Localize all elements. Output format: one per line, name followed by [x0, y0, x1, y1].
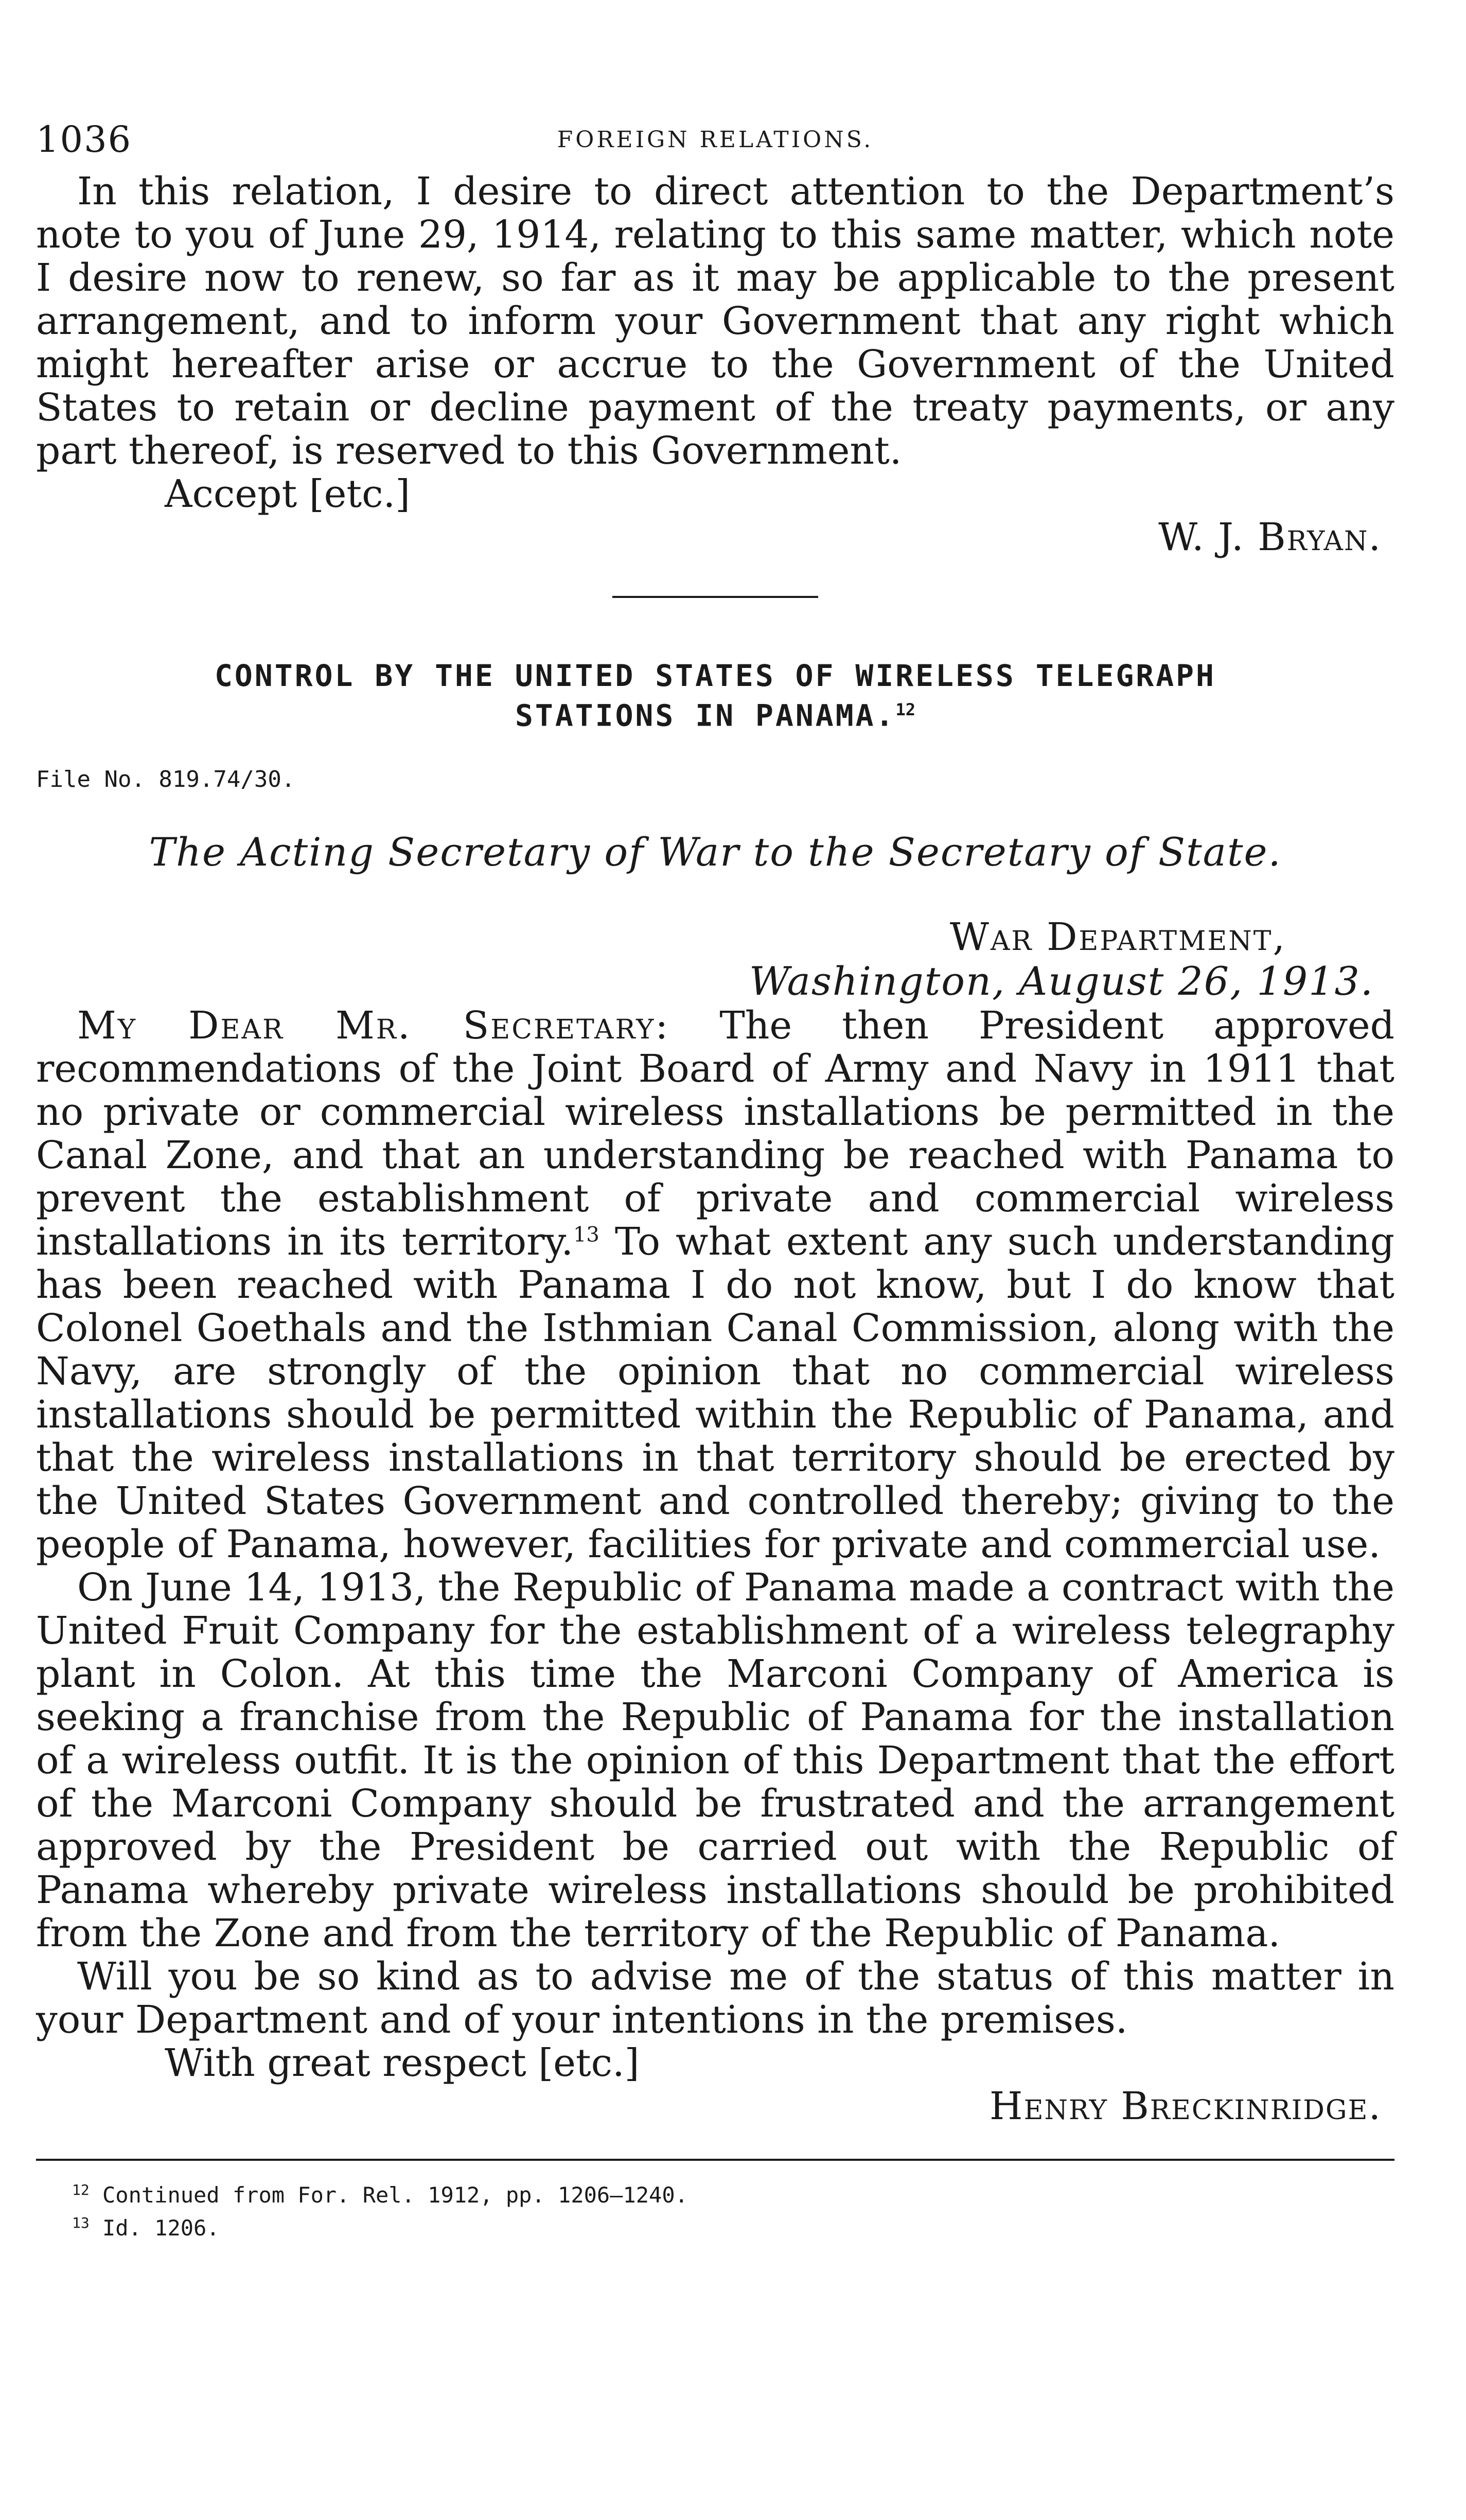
- letter-paragraph-2: On June 14, 1913, the Republic of Panama made a contract with the United Fruit Company for the establishment of a wireless telegraphy plant in Colon. At this time the Marconi Company of America is seeking a franchise from the Republic of Panama for the installation of a wireless outfit. It is the opinion of this Department that the effort of the Marconi Company should be frustrated and the arrangement approved by the President be carried out with the Republic of Panama whereby private wireless installations should be prohibited from the Zone and from the territory of the Republic of Panama.: [36, 1565, 1394, 1956]
- section-heading-line2: [36, 693, 1394, 732]
- section-heading-line2-text: STATIONS IN PANAMA.: [515, 698, 896, 733]
- footnotes: [36, 2176, 1394, 2242]
- footnote-ref-13: 13: [573, 1223, 599, 1247]
- document-page: [36, 118, 1394, 2242]
- previous-letter-signature: W. J. Bryan.: [1158, 515, 1382, 559]
- letter-paragraph-1-part2: To what extent any such understanding has been reached with Panama I do not know, but I do know that Colonel Goethals and the Isthmian Canal Commission, along with the Navy, are strongly of the opinion that no commercial wireless installations should be permitted within the Republic of Panama, and that the wireless installations in that territory should be erected by the United States Government and controlled thereby; giving to the people of Panama, however, facilities for private and commercial use.: [36, 1220, 1394, 1567]
- previous-letter-paragraph: In this relation, I desire to direct attention to the Department’s note to you of June 29, 1914, relating to this same matter, which note I desire now to renew, so far as it may be applicable to the present arrangement, and to inform your Government that any right which might hereafter arise or accrue to the Government of the United States to retain or decline payment of the treaty payments, or any part thereof, is reserved to this Government.: [36, 169, 1394, 473]
- footnote-13: [72, 2209, 1394, 2242]
- footnote-13-ref: 13: [72, 2214, 90, 2232]
- section-heading: [36, 659, 1394, 732]
- footnote-12-text: Continued from For. Rel. 1912, pp. 1206–1240.: [102, 2182, 688, 2208]
- footnote-ref-12: 12: [895, 700, 915, 719]
- footnote-13-text: Id. 1206.: [102, 2215, 220, 2241]
- letter-address: War Department,: [949, 915, 1286, 960]
- letter-closing: With great respect [etc.]: [165, 2041, 640, 2086]
- letter-caption: The Acting Secretary of War to the Secretary of State.: [149, 829, 1282, 875]
- footnote-12: [72, 2176, 1394, 2209]
- running-title: FOREIGN RELATIONS.: [557, 127, 874, 153]
- letter-signature: Henry Breckinridge.: [990, 2084, 1382, 2129]
- salutation: My Dear Mr. Secretary:: [77, 1003, 670, 1048]
- page-number: 1036: [36, 118, 132, 161]
- letter-paragraph-3: Will you be so kind as to advise me of the status of this matter in your Department and of your intentions in the premises.: [36, 1954, 1394, 2042]
- footnote-divider: [36, 2159, 1394, 2161]
- previous-letter-closing: Accept [etc.]: [165, 472, 410, 516]
- letter-paragraph-1-part1: The then President approved recommendations of the Joint Board of Army and Navy in 1911 that no private or commercial wireless installations be permitted in the Canal Zone, and that an understanding be reached with Panama to prevent the establishment of private and commercial wireless installations in its territory.: [36, 1003, 1394, 1264]
- running-head: [36, 118, 1394, 170]
- file-number: File No. 819.74/30.: [36, 766, 295, 793]
- letter-date: Washington, August 26, 1913.: [749, 958, 1374, 1005]
- section-divider: [612, 596, 818, 598]
- letter-paragraph-1: [36, 1004, 1394, 1566]
- footnote-12-ref: 12: [72, 2181, 90, 2199]
- section-heading-line1: CONTROL BY THE UNITED STATES OF WIRELESS TELEGRAPH: [215, 658, 1216, 693]
